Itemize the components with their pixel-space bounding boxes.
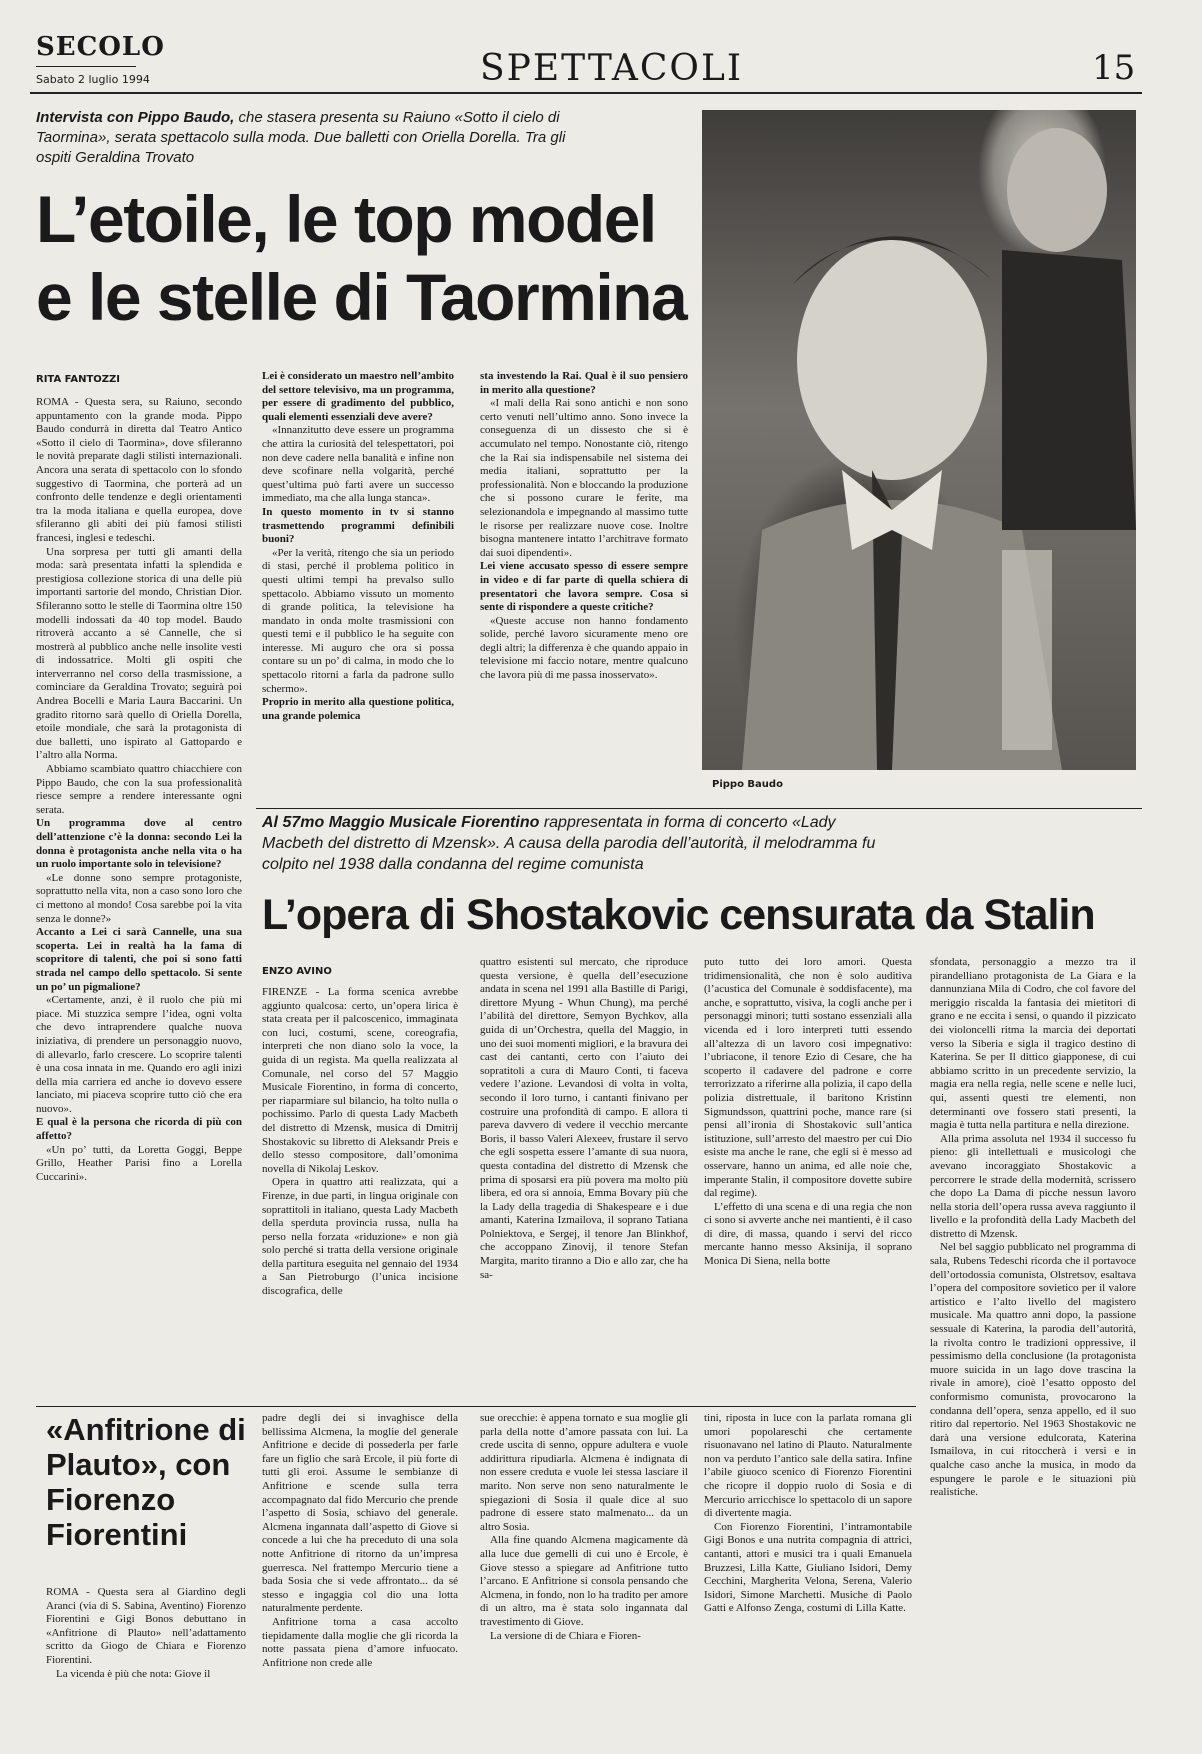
- story1-headline-line2: e le stelle di Taormina: [36, 260, 687, 334]
- story3-top-rule: [36, 1406, 916, 1407]
- story1-headline-line1: L’etoile, le top model: [36, 182, 656, 256]
- article-paragraph: La vicenda è più che nota: Giove il: [56, 1667, 211, 1680]
- pippo-baudo-photo: [702, 110, 1136, 770]
- article-paragraph: ROMA - Questa sera al Giardino degli Aranci (via di S. Sabina, Aventino) Fiorenzo Fiorentini e Gigi Bonos debuttano in «Anfitrione di Plauto» nell’adattamento scritto da Giogo de Chiara e Fiorenzo Fiorentini.: [46, 1586, 246, 1666]
- story2-column-3: [704, 956, 912, 1386]
- story1-kicker: Intervista con Pippo Baudo, che stasera presenta su Raiuno «Sotto il cielo di Taormina», serata spettacolo sulla moda. Due balletti con Oriella Dorella. Tra gli ospiti Geraldina Trovato: [36, 109, 566, 166]
- article-paragraph: Alla prima assoluta nel 1934 il successo fu pieno: gli intellettuali e musicologi che avevano incoraggiato Shostakovic a percorrere le strade della modernità, scrissero che dopo La Dama di picche nessun lavoro nella storia dell’opera russa aveva raggiunto il livello e la profondità della Lady Macbeth del distretto di Mzensk.: [930, 1132, 1136, 1240]
- article-paragraph: Alla fine quando Alcmena magicamente dà alla luce due gemelli di cui uno è Ercole, è Giove stesso a spiegare ad Anfitrione tutto l’arcano. E Anfitrione si consola pensando che Alcmena, in fondo, non lo ha tradito per amore di un altro, ma è stata solo ingannata dal travestimento di Giove.: [480, 1534, 688, 1628]
- article-paragraph: Nel bel saggio pubblicato nel programma di sala, Rubens Tedeschi ricorda che il portavoce dell’ortodossia comunista, Olstretsov, esaltava l’opera del compositore sovietico per il valore artistico e l’alto livello del magistero musicale. Ma quattro anni dopo, la passione sessuale di Katerina, la parodia dell’autorità, la rivolta contro le tradizioni oppressive, il pessimismo della conclusione (la protagonista muore suicida in un lago dove trascina la rivale in amore), cioè l’esatto opposto del conformismo comunista, provocarono la condanna dell’opera, senza appello, ed il suo ritiro dal repertorio. Nel 1963 Shostakovic ne darà una versione edulcorata, Katerina Ismailova, in cui ritoccherà i versi e in qualche caso anche la musica, in modo da espungere le parole e le situazioni più realistiche.: [930, 1241, 1136, 1499]
- interview-question: sta investendo la Rai. Qual è il suo pensiero in merito alla questione?: [480, 370, 688, 396]
- story3-column-1: [46, 1586, 246, 1716]
- article-paragraph: «Certamente, anzi, è il ruolo che più mi piace. Mi stuzzica sempre l’idea, ogni volta che devo intraprendere qualche nuova iniziativa, di prendere un personaggio nuovo, di allevarlo, farlo crescere. Lo scoprire talenti è una cosa innata in me. Quando ero agli inizi della mia carriera ed anche io dovevo essere lanciato, mi piaceva scoprire tutto ciò che era nuovo».: [36, 994, 242, 1115]
- article-paragraph: Abbiamo scambiato quattro chiacchiere con Pippo Baudo, che con la sua professionalità riesce sempre a rendere interessante ogni serata.: [36, 763, 242, 816]
- article-paragraph: «Le donne sono sempre protagoniste, soprattutto nella vita, non a caso sono loro che ci mettono al mondo! Cosa sarebbe poi la vita senza le donne?»: [36, 871, 242, 925]
- section-title: SPETTACOLI: [480, 48, 744, 89]
- article-paragraph: puto tutto dei loro amori. Questa tridimensionalità, che non è solo auditiva (l’acustica del Comunale è soddisfacente), ma anche, e soprattutto, visiva, la cogli anche per i personaggi minori; tutti sostano essenziali alla vicenda ed i loro interpreti tutti essendo all’altezza di un lavoro così impegnativo: l’ubriacone, il tenore Ezio di Cesare, che ha scoperto il cadavere del padrone e corre terrorizzato a riferirne alla polizia, il capo della polizia distrettuale, il baritono Kristinn Sigmundsson, quattrini poche, mance rare (si pensi all’ironia di Shostakovic sull’antica istituzione, sull’arresto del maestro per cui Dio esiste ma anche le rane, che egli si è messo ad osservare, hanno un anima, ed alle noie che, imperante Stalin, il compositore dovette subire dal regime).: [704, 956, 912, 1200]
- article-paragraph: «Innanzitutto deve essere un programma che attira la curiosità del telespettatori, poi non deve cadere nella banalità e infine non deve scofinare nella volgarità, perché quest’ultima può farti avere un successo immediato, ma che alla lunga stanca».: [262, 424, 454, 505]
- article-paragraph: sue orecchie: è appena tornato e sua moglie gli parla della notte d’amore passata con lui. La crede uscita di senno, oppure adultera e vuole addirittura ripudiarla. Alcmena è indignata di non essere creduta e vuole lei stessa lasciare il marito. Non serve non seno naturalmente le spiegazioni di Sosia il quale dice al suo padrone di essere stato malmenato... da un altro Sosia.: [480, 1412, 688, 1533]
- article-paragraph: La versione di de Chiara e Fioren-: [490, 1629, 641, 1642]
- photo-caption: Pippo Baudo: [712, 779, 783, 790]
- portrait-illustration: [702, 110, 1136, 770]
- story3-column-2: [262, 1412, 458, 1716]
- article-paragraph: Una sorpresa per tutti gli amanti della moda: sarà presentata infatti la splendida e prestigiosa collezione storica di una delle più importanti sartorie del mondo, Christian Dior. Sfileranno sotto le stelle di Taormina oltre 150 modelli indossati da 40 top model. Baudo ritroverà accanto a sé Cannelle, che si mostrerà al pubblico anche nelle insolite vesti di indossatrice. Molti gli ospiti che interverranno nel corso della trasmissione, a cominciare da Geraldina Trovato; seguirà poi Andrea Bocelli e Maria Laura Baccarini. Un gradito ritorno sarà quello di Oriella Dorella, etoile mondiale, che sarà la protagonista di due balletti, uno ispirato al Gattopardo e l’altro alla Norma.: [36, 545, 242, 762]
- article-paragraph: sfondata, personaggio a mezzo tra il pirandelliano protagonista de La Giara e la dannunziana Mila di Codro, che col favore del meriggio riscalda la fantasia dei mietitori di grano e ne eccita i sensi, o quando il pizzicato dei violoncelli ritma la marcia dei deportati verso la Siberia e sigla il tragico destino di Katerina. Se per Il dittico giapponese, di cui abbiamo scritto in un precedente servizio, la magia era nella regia, nelle scene e nelle luci, qui, assenti questi tre elementi, non determinanti ove fossero stati presenti, la magia è tutta nella partitura e nella direzione.: [930, 956, 1136, 1132]
- story3-column-3: [480, 1412, 688, 1716]
- newspaper-masthead: SECOLO: [36, 32, 165, 62]
- story3-headline: «Anfitrione di Plauto», con Fiorenzo Fiorentini: [46, 1412, 246, 1552]
- article-paragraph: padre degli dei si invaghisce della bellissima Alcmena, la moglie del generale Anfitrione e decide di possederla per farle fare un figlio che sarà Ercole, il più forte di tutti gli eroi. Assume le sembianze di Anfitrione e scende sulla terra accompagnato dal fido Mercurio che prende l’aspetto di Sosia, schiavo del generale. Alcmena ingannata dall’aspetto di Giove si concede a lui che ha preceduto di una sola notte Anfitrione di ritorno da un’impresa guerresca. Nel frattempo Mercurio tiene a bada Sosia che si vede affrontato... da sé stesso e ingaggia col dio una lotta naturalmente perdente.: [262, 1412, 458, 1615]
- article-paragraph: quattro esistenti sul mercato, che riproduce questa versione, è quella dell’esecuzione andata in scena nel 1991 alla Bastille di Parigi, direttore Myung - Whun Chung), ma perché l’abilità del direttore, Semyon Bychkov, alla guida di un’Orchestra, quella del Maggio, in uno dei suoi momenti migliori, e la bravura dei cast dei cantanti, certo con l’aiuto dei sopratitoli a cura di Mauro Conti, ti faceva vedere l’azione. Levandosi di volta in volta, secondo il loro turno, i cantanti finivano per costruire una profondità di campo. E allora ti pareva davvero di vedere il vecchio mercante Boris, il basso Valeri Alexeev, frustare il servo che egli sospetta essere l’amante di sua nuora, questa contadina del distretto di Mzensk che prima di sposarsi era più povera ma molto più libera, ed ora si annoia, Emma Bovary più che la Lady della tragedia di Shakespeare e i due amanti, Katerina Izmailova, il soprano Tatiana Polniektova, e Sergej, il tenore Jan Blinkhof, che accoppano Zinovij, il tenore Stefan Margita, marito tiranno a Dio e allo zar, che ha sa-: [480, 956, 688, 1281]
- interview-question: Lei è considerato un maestro nell’ambito del settore televisivo, ma un programma, per essere di gradimento del pubblico, quali elementi essenziali deve avere?: [262, 370, 454, 423]
- story2-byline: ENZO AVINO: [262, 966, 332, 977]
- article-paragraph: Anfitrione torna a casa accolto tiepidamente dalla moglie che gli ricorda la notte passata piena d’amore infuocato. Anfitrione non crede alle: [262, 1615, 458, 1669]
- page-number: 15: [1092, 48, 1136, 88]
- header-rule: [30, 92, 1142, 94]
- story1-column-3: [480, 370, 688, 795]
- interview-question: Accanto a Lei ci sarà Cannelle, una sua scoperta. Lei in realtà ha la fama di scopritore di talenti, che poi si sono fatti strada nel campo dello spettacolo. Si sente un po’ un pigmalione?: [36, 926, 242, 993]
- story1-byline: RITA FANTOZZI: [36, 374, 121, 385]
- interview-question: Lei viene accusato spesso di essere sempre in video e di far parte di quella schiera di presentatori che lavora sempre. Cosa si sente di rispondere a queste critiche?: [480, 560, 688, 614]
- interview-question: E qual è la persona che ricorda di più con affetto?: [36, 1116, 242, 1143]
- masthead-rule: [36, 66, 136, 67]
- article-paragraph: «Queste accuse non hanno fondamento solide, perché lavoro sicuramente meno ore degli altri; la differenza è che quando appaio in televisione mi faccio notare, mentre qualcuno che lavora più di me passa inosservato».: [480, 614, 688, 682]
- story2-headline: L’opera di Shostakovic censurata da Stalin: [262, 891, 1095, 939]
- article-paragraph: Con Fiorenzo Fiorentini, l’intramontabile Gigi Bonos e una nutrita compagnia di attrici, cantanti, attori e musici tra i quali Emanuela Bruzzesi, Lilla Katte, Giuliano Isidori, Demy Cecchini, Margherita Velona, Serena, Valerio Isidori, Simone Marchetti. Musiche di Paolo Gatti e Alfonso Zenga, costumi di Lilla Katte.: [704, 1520, 912, 1615]
- article-paragraph: «I mali della Rai sono antichi e non sono certo venuti nell’ultimo anno. Sono invece la conseguenza di un dissesto che si è accumulato nel tempo. Nonostante ciò, ritengo che la Rai sia indispensabile nel sistema dei media italiani, soprattutto per la professionalità. Non e bloccando la produzione che si possono curare le ferite, ma selezionandola e impegnando al massimo tutte le risorse per realizzare nuove cose. Inoltre bisogna mantenere intatto l’architrave formato dai suoi dipendenti».: [480, 397, 688, 559]
- story2-column-4: [930, 956, 1136, 1716]
- story2-top-rule: [256, 808, 1142, 809]
- article-paragraph: L’effetto di una scena e di una regia che non ci sono si avverte anche nei mantienti, è il caso di dire, di massa, quando i servi del ricco mercante hanno messo Aksinija, il soprano Monica Di Siena, nella botte: [704, 1200, 912, 1268]
- interview-question: Proprio in merito alla questione politica, una grande polemica: [262, 696, 454, 722]
- article-paragraph: Opera in quattro atti realizzata, qui a Firenze, in due parti, in lingua originale con soprattitoli in italiano, questa Lady Macbeth della sperduta provincia russa, nulla ha perso nella forzata «riduzione» e non già solo perché si tratta della versione originale della partitura eseguita nel gennaio del 1934 a San Pietroburgo (l’unica incisione discografica, delle: [262, 1176, 458, 1298]
- story2-kicker: Al 57mo Maggio Musicale Fiorentino rappresentata in forma di concerto «Lady Macbeth del distretto di Mzensk». A causa della parodia dell’autorità, il melodramma fu colpito nel 1938 dalla condanna del regime comunista: [262, 814, 876, 873]
- article-paragraph: «Un po’ tutti, da Loretta Goggi, Beppe Grillo, Heather Parisi fino a Lorella Cuccarini».: [36, 1143, 242, 1183]
- interview-question: In questo momento in tv si stanno trasmettendo programmi definibili buoni?: [262, 505, 454, 546]
- article-paragraph: ROMA - Questa sera, su Raiuno, secondo appuntamento con la grande moda. Pippo Baudo condurrà in diretta dal Teatro Antico «Sotto il cielo di Taormina», dove sfileranno le novità preparate dagli stilisti internazionali. Ancora una serata di spettacolo con lo sfondo suggestivo di Taormina, che porterà ad un confronto delle tendenze e degli orientamenti tra la moda italiana e quella europea, dove sfileranno gli abiti dei più famosi stilisti francesi, inglesi e tedeschi.: [36, 396, 242, 544]
- article-paragraph: FIRENZE - La forma scenica avrebbe aggiunto qualcosa: certo, un’opera lirica è stata creata per il palcoscenico, immaginata con luci, costumi, scene, coreografia, interpreti che non diano solo la voce, la guida di un regista. Ma quella realizzata al Comunale, nel corso del 57 Maggio Musicale Fiorentino, in forma di concerto, per riaparmiare sul bilancio, ha tolto nulla o pochissimo. Parlo di questa Lady Macbeth del distretto di Mzensk, musica di Dmitrij Shostakovic su libretto di Aleksandr Preis e dello stesso compositore, dall’omonima novella di Nikolaj Leskov.: [262, 986, 458, 1175]
- issue-date: Sabato 2 luglio 1994: [36, 73, 150, 86]
- story2-column-1: [262, 986, 458, 1386]
- story2-column-2: [480, 956, 688, 1386]
- interview-question: Un programma dove al centro dell’attenzione c’è la donna: secondo Lei la donna è protagonista anche nella vita o ha un ruolo importante solo in televisione?: [36, 817, 242, 871]
- article-paragraph: tini, riposta in luce con la parlata romana gli umori popolareschi che certamente risuonavano nel latino di Plauto. Naturalmente non va perduto l’antico sale della satira. Infine l’abile giuoco scenico di Fiorenzo Fiorentini che ricopre il doppio ruolo di Sosia e di Mercurio arricchisce lo spettacolo di un sapore di divertente magia.: [704, 1412, 912, 1520]
- article-paragraph: «Per la verità, ritengo che sia un periodo di stasi, perché il problema politico in questi ultimi tempi ha prevalso sullo spettacolo. Abbiamo vissuto un momento di grande politica, la televisione ha mandato in onda molte trasmissioni con questi temi e il pubblico le ha seguite con interesse. Mi auguro che ora si possa contare su un po’ di calma, in modo che lo spettacolo ritorni a farla da padrone sullo schermo».: [262, 546, 454, 695]
- story1-column-2: [262, 370, 454, 795]
- story3-column-4: [704, 1412, 912, 1716]
- story1-column-1: [36, 396, 242, 1396]
